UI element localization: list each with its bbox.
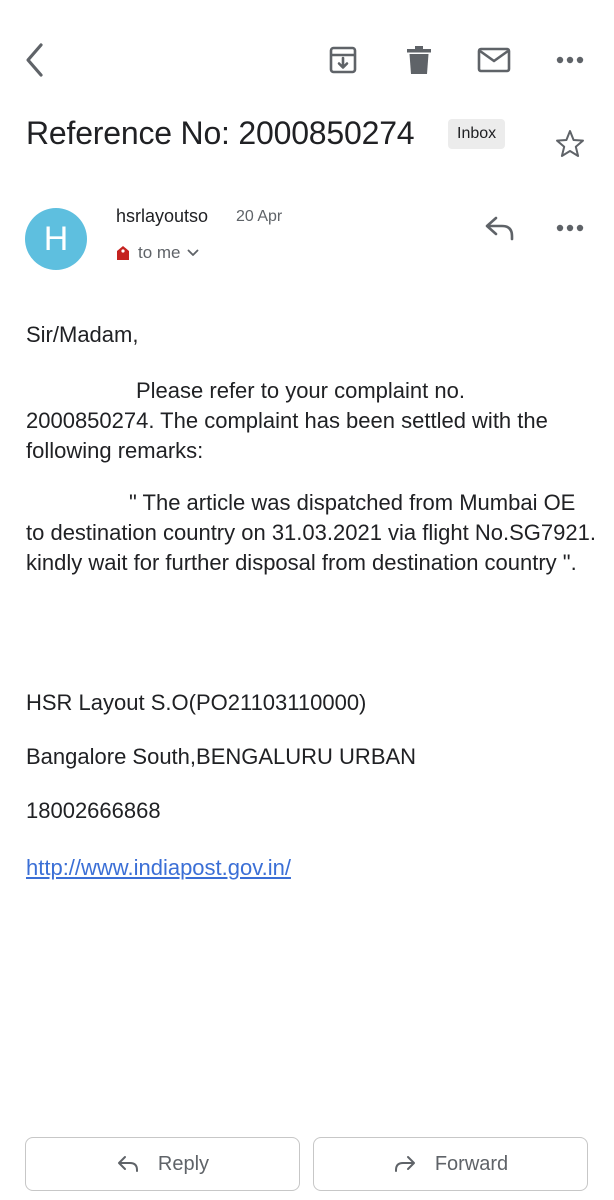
email-paragraph-2: " The article was dispatched from Mumbai OE to destination country on 31.03.2021 via flight No.SG7921. kindly wait for further disposal from destination country ".: [26, 490, 596, 575]
email-paragraph-1: Please refer to your complaint no. 2000850274. The complaint has been settled with the following remarks:: [26, 378, 548, 463]
archive-icon: [327, 44, 359, 76]
email-body: [26, 320, 596, 578]
reply-icon: [484, 215, 516, 241]
more-options-button[interactable]: [548, 38, 592, 82]
signature-phone: 18002666868: [26, 798, 161, 823]
reply-icon: [116, 1154, 140, 1174]
email-subject: Reference No: 2000850274: [26, 115, 415, 151]
reply-button-label: Reply: [157, 1152, 210, 1175]
forward-button-label: Forward: [434, 1152, 509, 1175]
back-icon: [21, 42, 51, 78]
recipient-details-toggle[interactable]: [116, 243, 199, 263]
email-greeting: Sir/Madam,: [26, 322, 139, 347]
sender-avatar[interactable]: H: [25, 208, 87, 270]
forward-button[interactable]: [313, 1137, 588, 1191]
mark-unread-icon: [477, 46, 511, 74]
sender-header: [0, 200, 614, 280]
delete-icon: [405, 44, 433, 76]
delete-button[interactable]: [397, 38, 441, 82]
reply-button[interactable]: [25, 1137, 300, 1191]
star-icon: [554, 128, 586, 160]
forward-icon: [393, 1154, 417, 1174]
recipient-label: to me: [138, 243, 181, 262]
sender-name: hsrlayoutso: [116, 206, 209, 226]
chevron-down-icon: [187, 249, 199, 257]
important-tag-icon: [116, 245, 130, 261]
signature-website-link[interactable]: http://www.indiapost.gov.in/: [26, 855, 291, 880]
subject-row: [26, 112, 596, 172]
star-button[interactable]: [550, 124, 590, 164]
message-more-button[interactable]: [548, 206, 592, 250]
signature-location: Bangalore South,BENGALURU URBAN: [26, 744, 417, 769]
inbox-label-chip[interactable]: Inbox: [448, 119, 505, 149]
reply-quick-button[interactable]: [478, 206, 522, 250]
more-icon: [556, 56, 584, 64]
archive-button[interactable]: [321, 38, 365, 82]
email-date: 20 Apr: [236, 208, 283, 225]
back-button[interactable]: [14, 38, 58, 82]
top-toolbar: [0, 0, 614, 120]
more-icon: [556, 224, 584, 232]
mark-unread-button[interactable]: [472, 38, 516, 82]
signature-office: HSR Layout S.O(PO21103110000): [26, 690, 367, 715]
